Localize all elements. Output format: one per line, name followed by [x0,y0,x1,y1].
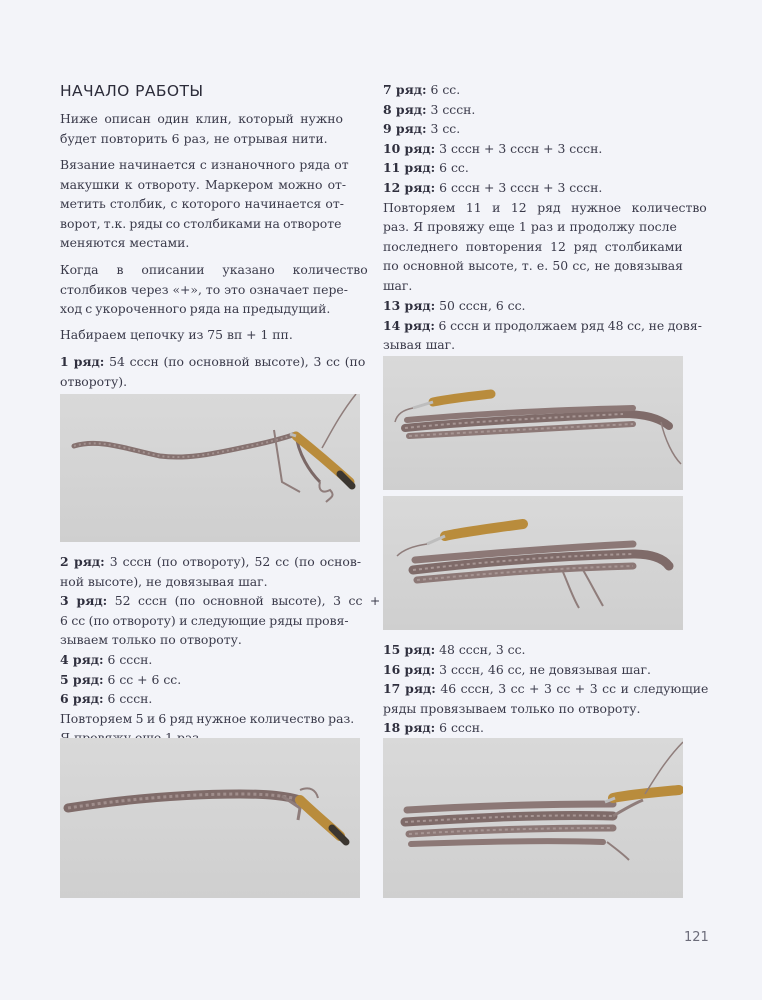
photo-rows-7-12 [383,356,683,490]
section-title: НАЧАЛО РАБОТЫ [60,82,204,100]
intro-paragraph-1: Ниже описан один клин, который нужно будет повторить 6 раз, не отрывая нити. [60,111,343,146]
photo-rows-2-6 [60,738,360,898]
photo-rows-15-18 [383,738,683,898]
rows-15-18: 15 ряд: 48 сссн, 3 сс. 16 ряд: 3 сссн, 46 сс, не довязывая шаг. 17 ряд: 46 сссн, 3 сс + 3 сс + 3 сс и следующие ряды провязываем только по отвороту. 18 ряд: 6 сссн. [383,642,709,736]
rows-2-6: 2 ряд: 3 сссн (по отвороту), 52 сс (по основ- ной высоте), не довязывая шаг. 3 ряд: 52 сссн (по основной высоте), 3 сс + 6 сс (по отвороту) и следующие ряды провя- зываем только по отвороту. 4 ряд: 6 сссн. 5 ряд: 6 сс + 6 сс. 6 ряд: 6 сссн. Повторяем 5 и 6 ряд нужное количество раз. [60,554,381,726]
photo-chain [60,394,360,542]
rows-13-14: 13 ряд: 50 сссн, 6 сс. 14 ряд: 6 сссн и продолжаем ряд 48 сс, не довя- зывая шаг. [383,298,702,353]
page-number: 121 [684,930,709,945]
chain-instruction: Набираем цепочку из 75 вп + 1 пп. [60,327,293,342]
photo-rows-13-14 [383,496,683,630]
row-1: 1 ряд: 54 сссн (по основной высоте), 3 сс (по отвороту). [60,354,366,389]
rows-7-12: 7 ряд: 6 сс. 8 ряд: 3 сссн. 9 ряд: 3 сс. 10 ряд: 3 сссн + 3 сссн + 3 сссн. 11 ряд: 6 сс. 12 ряд: 6 сссн + 3 сссн + 3 сссн. Повторяем 11 и 12 ряд нужное количество раз. Я провяжу еще 1 раз и продолжу после последнего повторения 12 ряд столбиками по основной высоте, т. е. 50 сс, не довязывая шаг. [383,82,707,293]
intro-paragraph-3: Когда в описании указано количество столбиков через «+», то это означает пере- ход с укороченного ряда на предыдущий. [60,262,368,317]
intro-paragraph-2: Вязание начинается с изнаночного ряда от макушки к отвороту. Маркером можно от- метить столбик, с которого начинается от- ворот, т.к. ряды со столбиками на отвороте меняются местами. [60,157,349,251]
